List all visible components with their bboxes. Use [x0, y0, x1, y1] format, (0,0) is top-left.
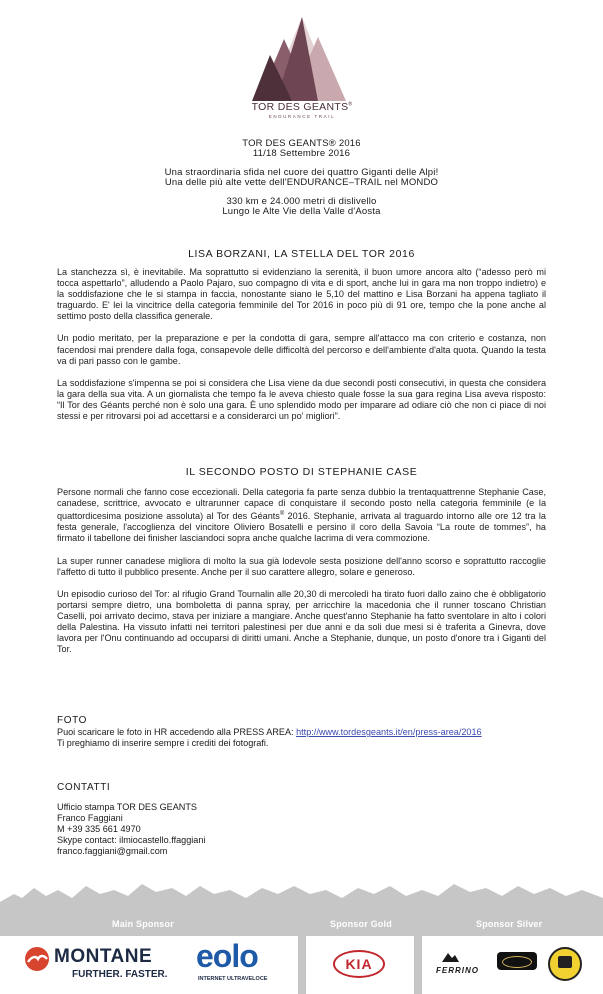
foto-body: Puoi scaricare le foto in HR accedendo alla PRESS AREA: http://www.tordesgeants.it/en/press-area/2016 Ti preghiamo di inserire sempre i crediti dei fotografi. — [57, 727, 482, 748]
montane-mark-icon — [24, 946, 50, 972]
section-1-paragraph-1: La stanchezza sì, è inevitabile. Ma soprattutto si evidenziano la serenità, il buon umore ancora alto (“adesso però mi tocca aspettarlo”, alludendo a Paolo Pajaro, suo compagno di vita e di sport, anche lui in gara ma non troppo indietro) e la soddisfazione che le si stampa in faccia, nonostante siano le 5,10 del mattino e Lisa Borzani ha appena tagliato il traguardo. E' lei la vincitrice della categoria femminile del Tor 2016 in poco più di 91 ore, tempo che la pone anche al settimo posto della classifica generale. — [57, 267, 546, 322]
eolo-name: eolo — [196, 938, 258, 974]
badge-oval-icon — [502, 956, 532, 968]
section-1-paragraph-2: Un podio meritato, per la preparazione e per la condotta di gara, sempre all'attacco ma con criterio e costanza, non facendosi mai prendere dalla foga, consapevole delle difficoltà del percorso e dell'ambiente d'alta quota. Quando la testa va di pari passo con le gambe. — [57, 333, 546, 366]
section-2-body — [57, 487, 546, 655]
contact-name: Franco Faggiani — [57, 813, 123, 823]
badge-emblem-icon — [558, 956, 572, 968]
contact-email[interactable]: franco.faggiani@gmail.com — [57, 846, 168, 856]
event-dates: 11/18 Settembre 2016 — [252, 148, 351, 159]
sponsor-footer — [0, 872, 603, 994]
ferrino-name: FERRINO — [436, 966, 479, 975]
gold-sponsor-label: Sponsor Gold — [330, 919, 392, 929]
logo-tagline: ENDURANCE TRAIL — [268, 114, 336, 119]
section-2-paragraph-2: La super runner canadese migliora di molto la sua già lodevole sesta posizione dell'anno scorso e soprattutto raccoglie l'affetto di tutto il pubblico presente. Anche per il suo carattere allegro, solare e generoso. — [57, 555, 546, 577]
section-2-title: IL SECONDO POSTO DI STEPHANIE CASE — [185, 466, 418, 478]
section-1-title: LISA BORZANI, LA STELLA DEL TOR 2016 — [188, 248, 415, 260]
tor-des-geants-logo — [246, 15, 358, 125]
event-title: TOR DES GEANTS® 2016 — [242, 138, 361, 149]
silver-sponsor-label: Sponsor Silver — [476, 919, 543, 929]
montane-tagline: FURTHER. FASTER. — [72, 969, 168, 980]
ferrino-mark-icon — [440, 950, 460, 964]
section-2-paragraph-3: Un episodio curioso del Tor: al rifugio Grand Tournalin alle 20,30 di mercoledì ha tirato fuori dallo zaino che è obbligatorio portarsi sempre dietro, una bomboletta di panna spray, per arricchire la macedonia che il runner toscano Christian Caselli, poi arrivato decimo, stava per iniziare a mangiare. Anche quest'anno Stephanie ha fatto sventolare in alto i colori della Palestina. Ha vissuto infatti nei territori palestinesi per due anni e da soli due mesi si è traferita a Ginevra, dove lavora per l'Onu continuando ad occuparsi di diritti umani. Anche a Stephanie, dunque, un posto d'onore tra i Giganti del Tor. — [57, 588, 546, 655]
montane-name: MONTANE — [54, 946, 153, 967]
tagline-3: 330 km e 24.000 metri di dislivello — [226, 196, 377, 207]
tagline-2: Una delle più alte vette dell'ENDURANCE–TRAIL nel MONDO — [164, 177, 439, 188]
sponsor-badge-yellow — [548, 947, 582, 981]
kia-logo: KIA — [333, 950, 385, 978]
contatti-title: CONTATTI — [57, 782, 111, 793]
foto-title: FOTO — [57, 715, 87, 726]
tagline-1: Una straordinaria sfida nel cuore dei quattro Giganti delle Alpi! — [164, 167, 439, 178]
mountain-logo-icon — [246, 15, 358, 105]
contact-phone: M +39 335 661 4970 — [57, 824, 141, 834]
section-1-body — [57, 267, 546, 422]
section-1-paragraph-3: La soddisfazione s'impenna se poi si considera che Lisa viene da due secondi posti consecutivi, in questa che considera la gara della sua vita. A un giornalista che tempo fa le aveva chiesto quale fosse la sua gara regina Lisa aveva risposto: “Il Tor des Géants perché non è solo una gara. È uno splendido modo per imparare ad odiare ciò che non ci piace di noi stessi e per ritrovarsi poi ad accettarsi e a considerarci un po' migliori”. — [57, 377, 546, 422]
contact-office: Ufficio stampa TOR DES GEANTS — [57, 802, 197, 812]
montane-logo — [24, 946, 50, 977]
section-2-paragraph-1: Persone normali che fanno cose eccezionali. Della categoria fa parte senza dubbio la trentaquattrenne Stephanie Case, canadese, scrittrice, avvocato e ultrarunner capace di conquistare il secondo posto nella categoria femminile (e la quattordicesima posizione assoluta) al Tor des Géants® 2016. Stephanie, arrivata al traguardo intorno alle ore 12 tra la festa generale, l'accoglienza del vincitore Oliviero Bosatelli e persino il coro della Savoia “La route de tommes”, ha firmato il tabellone dei finisher lasciandoci sopra anche qualche lacrima di vera commozione. — [57, 487, 546, 544]
tagline-4: Lungo le Alte Vie della Valle d'Aosta — [222, 206, 381, 217]
press-area-link[interactable]: http://www.tordesgeants.it/en/press-area/2016 — [296, 727, 482, 737]
eolo-tagline: INTERNET ULTRAVELOCE — [198, 976, 268, 982]
logo-name: TOR DES GEANTS® — [251, 101, 353, 113]
sponsor-badge-black — [497, 952, 537, 970]
contatti-body — [57, 802, 357, 857]
contact-skype: Skype contact: ilmiocastello.ffaggiani — [57, 835, 206, 845]
main-sponsor-label: Main Sponsor — [112, 919, 174, 929]
